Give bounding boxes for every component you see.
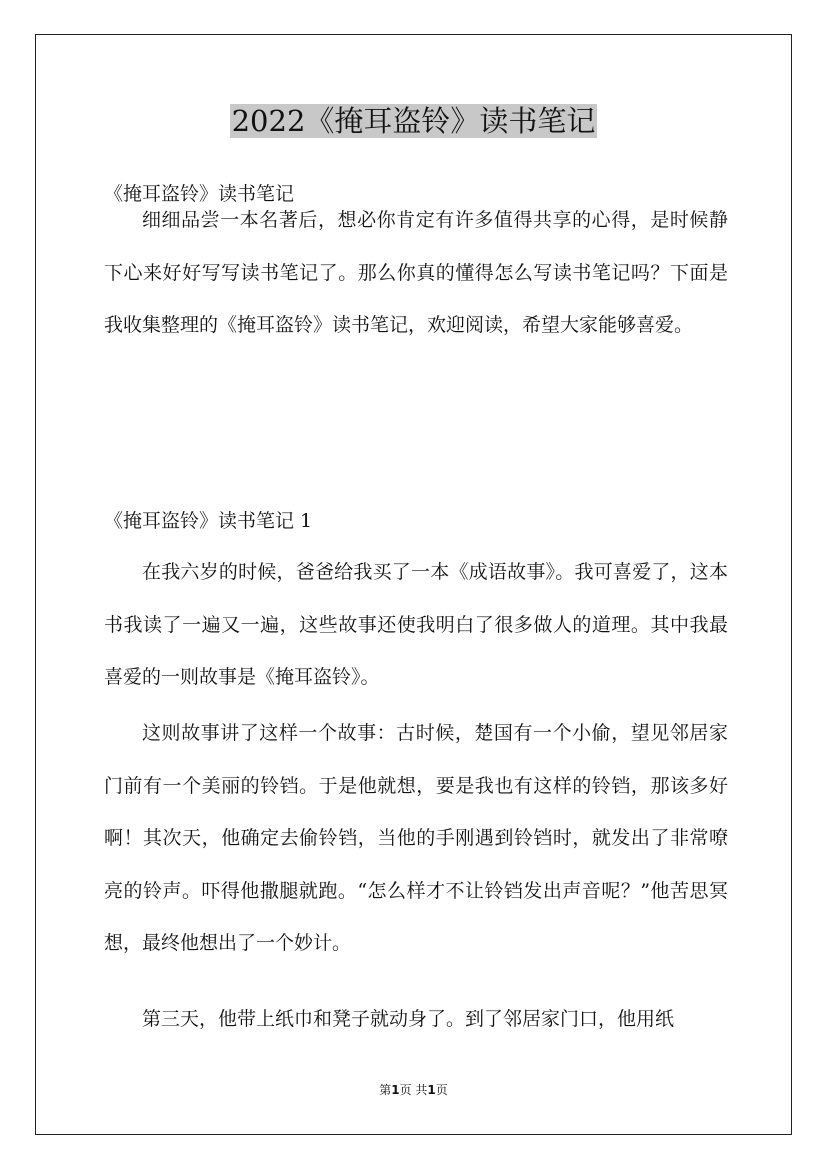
footer-suffix: 页: [435, 1083, 448, 1097]
document-title-text: 2022《掩耳盗铃》读书笔记: [231, 104, 596, 138]
footer-mid: 页 共: [399, 1083, 428, 1097]
intro-paragraph: 细细品尝一本名著后，想必你肯定有许多值得共享的心得，是时候静下心来好好写写读书笔记了。那么你真的懂得怎么写读书笔记吗？下面是我收集整理的《掩耳盗铃》读书笔记，欢迎阅读，希望大家能够喜爱。: [104, 209, 728, 336]
body-paragraph-1: 在我六岁的时候，爸爸给我买了一本《成语故事》。我可喜爱了，这本书我读了一遍又一遍，这些故事还使我明白了很多做人的道理。其中我最喜爱的一则故事是《掩耳盗铃》。: [104, 561, 728, 688]
section-heading: 《掩耳盗铃》读书笔记 1: [104, 510, 313, 532]
footer-page-number: 1: [391, 1083, 400, 1097]
footer-total-pages: 1: [427, 1083, 436, 1097]
body-paragraph-2: 这则故事讲了这样一个故事：古时候，楚国有一个小偷，望见邻居家门前有一个美丽的铃铛。于是他就想，要是我也有这样的铃铛，那该多好啊！其次天，他确定去偷铃铛，当他的手刚遇到铃铛时，就发出了非常嘹亮的铃声。吓得他撒腿就跑。“怎么样才不让铃铛发出声音呢？”他苦思冥想，最终他想出了一个妙计。: [104, 722, 728, 954]
document-title: [0, 100, 827, 142]
footer-prefix: 第: [379, 1083, 392, 1097]
document-subtitle: 《掩耳盗铃》读书笔记: [104, 183, 295, 205]
body-paragraph-3: 第三天，他带上纸巾和凳子就动身了。到了邻居家门口，他用纸: [142, 1008, 675, 1030]
page-footer: [0, 1082, 827, 1098]
